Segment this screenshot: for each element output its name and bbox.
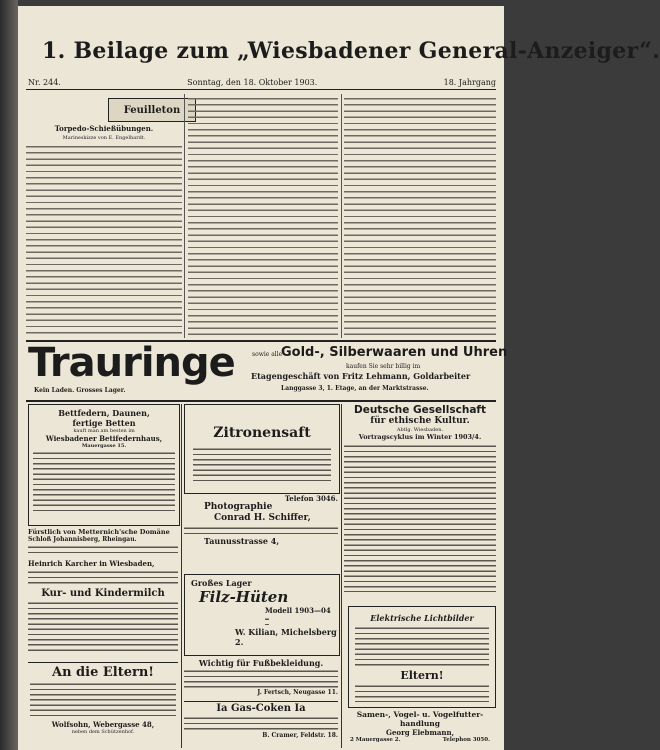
photo-owner: Conrad H. Schiffer, [214,513,311,524]
trauringe-tagline: kaufen Sie sehr billig im [346,363,421,370]
lichtbilder-line2: Eltern! [400,669,444,682]
story-title: Torpedo-Schießübungen. [54,124,154,133]
header-rule [26,89,496,90]
ad-photographie [184,496,338,571]
issue-year: 18. Jahrgang [443,78,496,87]
eltern-shop: Wolfsohn, Webergasse 48, [51,720,155,729]
book-spine [0,0,18,750]
wein-text-2 [28,570,178,586]
story-subtitle: Marineskizze von E. Engelhardt. [62,135,146,141]
ad-zitronensaft [184,404,340,494]
filz-text [265,617,269,627]
trauringe-goods: Gold-, Silberwaaren und Uhren [281,345,508,360]
trauringe-headline: Trauringe [28,340,235,386]
column-rule-2 [341,404,342,748]
trauringe-ad [26,340,508,398]
fuss-shop: J. Fertsch, Neugasse 11. [257,689,338,696]
filz-top: Großes Lager [191,578,252,588]
story-text-col1 [26,144,182,336]
trauringe-left-note: Kein Laden. Grosses Lager. [34,387,126,394]
feuilleton-label: Feuilleton [108,98,196,122]
gascoke-seller: B. Cramer, Feldstr. 18. [262,732,338,739]
wein-owner: Heinrich Karcher in Wiesbaden, [28,559,155,568]
eltern-headline: An die Eltern! [51,665,155,680]
samen-owner: Georg Elebmann, [385,728,455,737]
wein-line2: Schloß Johannisberg, Rheingau. [28,536,137,543]
photo-label: Photographie [204,502,273,513]
bettfedern-shop: Wiesbadener Betifedernhaus, [45,434,163,443]
issue-number: Nr. 244. [28,78,61,87]
samen-footer [344,737,496,743]
lichtbilder-text-2 [355,684,489,702]
trauringe-sub: sowie alle [252,351,283,358]
ad-eltern [28,662,178,749]
zitronensaft-text [193,447,331,481]
samen-phone: Telephon 3050. [442,737,490,743]
ad-filzhute [184,574,340,656]
story-text-col3 [344,96,496,336]
samen-street: 2 Mauergasse 2. [350,737,401,743]
samen-line2: handlung [399,719,440,728]
wein-product: Kur- und Kindermilch [41,588,165,599]
gesellschaft-text [344,444,496,592]
photo-text [184,526,338,534]
story-text-col2 [188,96,338,336]
wein-text-3 [28,601,178,653]
column-rule-3 [184,94,185,338]
newspaper-page [18,6,660,750]
gascoke-headline: Ia Gas-Coken Ia [216,703,306,714]
section-rule-2 [26,400,496,402]
gesellschaft-line4: Vortragscyklus im Winter 1903/4. [358,433,482,442]
photo-street: Taunusstrasse 4, [204,536,280,547]
ad-weinhandlung [28,528,178,658]
bettfedern-line1: Bettfedern, Daunen, [58,408,150,418]
lichtbilder-text [355,626,489,666]
zitronensaft-headline: Zitronensaft [213,425,311,441]
gesellschaft-line1: Deutsche Gesellschaft [354,404,486,416]
eltern-tail: neben dem Schützenhof. [71,729,135,735]
wein-text [28,545,178,557]
ad-bettfedern [28,404,180,526]
gesellschaft-line2: für ethische Kultur. [370,416,470,426]
issue-line [28,78,496,87]
fuss-headline: Wichtig für Fußbekleidung. [198,658,324,668]
gesellschaft-line3: Abtlg. Wiesbaden. [396,427,444,433]
filz-price: Modell 1903—04 [265,606,331,615]
ad-gesellschaft [344,404,496,604]
eltern-text [30,682,176,718]
wein-line1: Fürstlich von Metternich'sche Domäne [28,528,170,536]
column-rule-4 [341,94,342,338]
lichtbilder-line1: Elektrische Lichtbilder [370,613,474,623]
ad-samen [344,710,496,748]
fuss-text [184,669,338,689]
trauringe-address: Langgasse 3, 1. Etage, an der Marktstrasse. [281,385,429,392]
gascoke-text [184,716,338,732]
column-rule-1 [181,404,182,748]
bettfedern-line3: kauft man am besten im [73,428,135,434]
filz-word: Filz-Hüten [199,588,289,606]
bettfedern-line2: fertige Betten [72,418,136,428]
bettfedern-street: Mauergasse 15. [81,443,127,449]
bettfedern-pricelist [33,451,175,511]
trauringe-shop: Etagengeschäft von Fritz Lehmann, Goldarbeiter [251,371,471,381]
filz-shop: W. Kilian, Michelsberg 2. [235,627,337,647]
photo-phone: Telefon 3046. [284,494,338,503]
issue-date: Sonntag, den 18. Oktober 1903. [187,78,318,87]
ad-fussbekleidung [184,658,338,698]
page-title: 1. Beilage zum „Wiesbadener General-Anzeiger“. [42,38,660,64]
ad-gascoke [184,701,338,747]
ad-lichtbilder [348,606,496,708]
samen-line1: Samen-, Vogel- u. Vogelfutter- [356,710,484,719]
